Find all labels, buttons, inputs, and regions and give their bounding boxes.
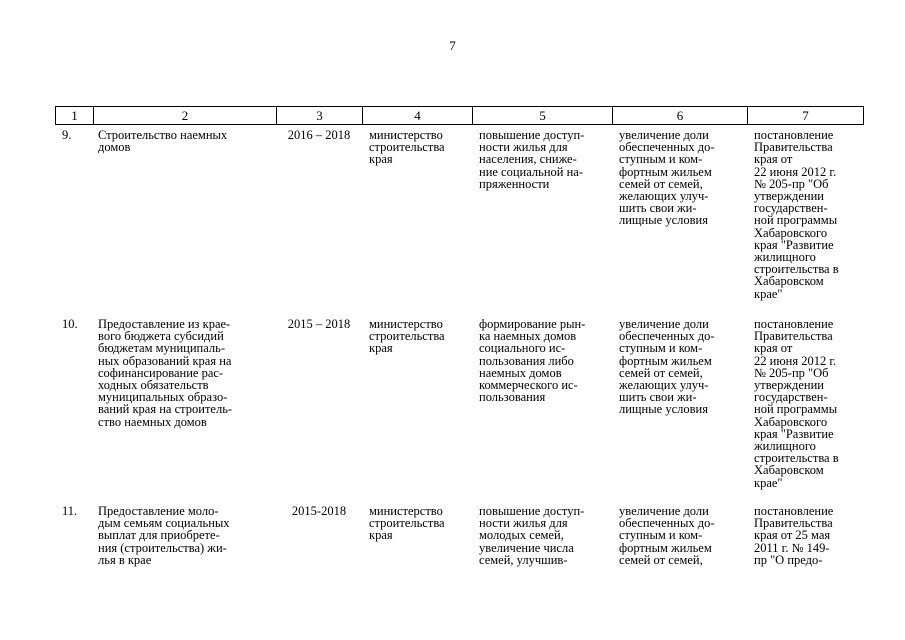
legal-document: постановление Правительства края от 25 мая 2011 г. № 149- пр "О предо- (754, 504, 834, 567)
page-number: 7 (449, 38, 456, 53)
measure-name: Строительство наемных домов (98, 128, 228, 155)
column-header-2: 2 (94, 107, 277, 125)
column-header-6: 6 (613, 107, 748, 125)
expected-result: увеличение доли обеспеченных до- ступным и ком- фортным жильем семей от семей, желающих улуч- шить свои жи- лищные условия (619, 128, 715, 228)
period: 2015 – 2018 (287, 317, 351, 331)
executor: министерство строительства края (369, 128, 445, 167)
executor: министерство строительства края (369, 504, 445, 543)
goal: повышение доступ- ности жилья для молодых семей, увеличение числа семей, улучшив- (479, 504, 585, 567)
goal: формирование рын- ка наемных домов социального ис- пользования либо наемных домов коммерческого ис- пользования (479, 317, 586, 405)
legal-document: постановление Правительства края от 22 июня 2012 г. № 205-пр "Об утверждении государствен- ной программы Хабаровского края "Развитие жилищного строительства в Хабаровском крае" (754, 317, 839, 490)
measure-name: Предоставление моло- дым семьям социальных выплат для приобрете- ния (строительства) жи- лья в крае (98, 504, 230, 567)
expected-result: увеличение доли обеспеченных до- ступным и ком- фортным жильем семей от семей, желающих улуч- шить свои жи- лищные условия (619, 317, 715, 417)
column-header-5: 5 (473, 107, 613, 125)
column-header-7: 7 (748, 107, 864, 125)
column-header-4: 4 (363, 107, 473, 125)
row-number: 11. (62, 504, 78, 518)
legal-document: постановление Правительства края от 22 июня 2012 г. № 205-пр "Об утверждении государствен- ной программы Хабаровского края "Развитие жилищного строительства в Хабаровском крае" (754, 128, 839, 301)
executor: министерство строительства края (369, 317, 445, 356)
period: 2016 – 2018 (287, 128, 351, 142)
measure-name: Предоставление из крае- вого бюджета субсидий бюджетам муниципаль- ных образований края на софинансирование рас- ходных обязательств муниципальных образо- ваний края на строитель- ство наемных домов (98, 317, 233, 429)
row-number: 9. (62, 128, 72, 142)
expected-result: увеличение доли обеспеченных до- ступным и ком- фортным жильем семей от семей, (619, 504, 715, 567)
column-header-3: 3 (277, 107, 363, 125)
column-number-header (55, 106, 864, 125)
row-number: 10. (62, 317, 78, 331)
period: 2015-2018 (291, 504, 347, 518)
column-header-1: 1 (56, 107, 94, 125)
goal: повышение доступ- ности жилья для населения, сниже- ние социальной на- пряженности (479, 128, 585, 191)
